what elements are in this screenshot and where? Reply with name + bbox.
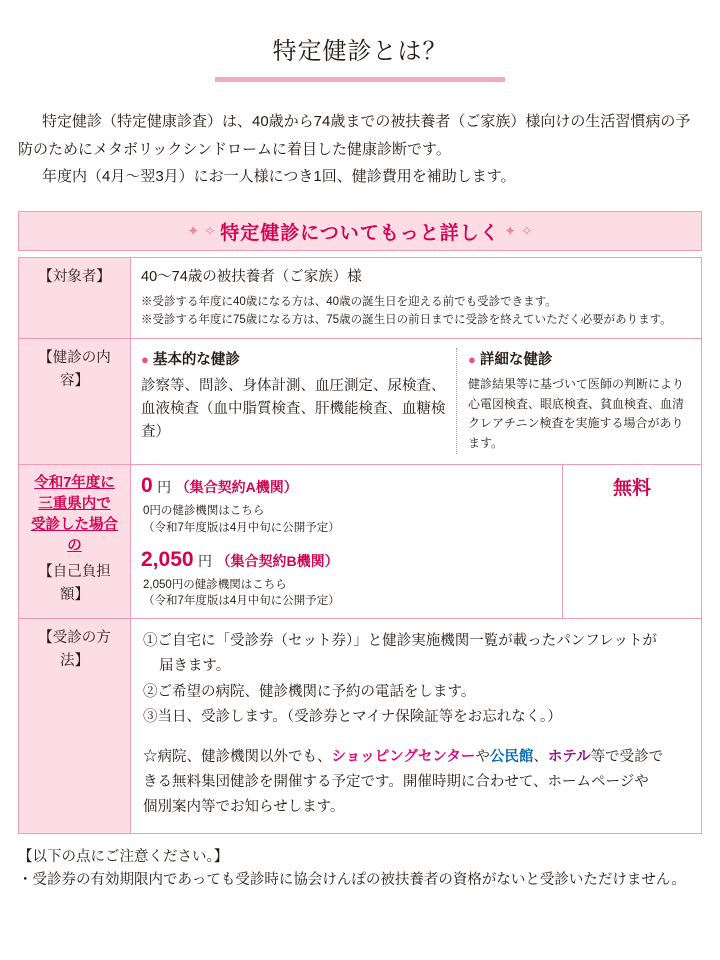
fee-b-yen: 円 (198, 552, 213, 569)
method-step-1-cont: 届きます。 (158, 658, 231, 675)
row-content-fee (131, 464, 702, 618)
method-star-text-4: 等で受診で (590, 748, 664, 765)
detailed-exam-heading: ● 詳細な健診 (468, 348, 693, 369)
fee-label-red-line3: 受診した場合の (31, 516, 118, 554)
contents-detailed-column (456, 348, 693, 454)
row-content-contents (131, 338, 702, 464)
fee-a-amount: 0 (141, 473, 153, 497)
lead-paragraphs (18, 108, 702, 191)
fee-b-sub-2: （令和7年度版は4月中旬に公開予定） (143, 595, 340, 608)
target-main-text: 40～74歳の被扶養者（ご家族）様 (141, 269, 362, 286)
section-banner (18, 211, 702, 251)
method-step-3: ③当日、受診します。（受診券とマイナ保険証等をお忘れなく。） (143, 709, 562, 726)
sparkle-left-icon: ✦ ✧ (186, 223, 217, 241)
table-row-method (19, 619, 702, 834)
method-highlight-hotel: ホテル (547, 748, 591, 765)
method-star-line-3: 個別案内等でお知らせします。 (143, 799, 345, 816)
fee-a-sub-2: （令和7年度版は4月中旬に公開予定） (143, 521, 340, 534)
basic-exam-heading: ● 基本的な健診 (141, 348, 446, 369)
method-spacer (143, 731, 691, 745)
fee-label-red-line1: 令和7年度に (34, 474, 115, 491)
row-label-contents: 【健診の内容】 (19, 338, 131, 464)
details-table (18, 257, 702, 834)
row-label-target: 【対象者】 (19, 258, 131, 339)
fee-spacer (141, 537, 552, 547)
fee-free-label: 無料 (612, 477, 651, 499)
fee-a-sub-1[interactable]: 0円の健診機関はこちら (143, 505, 265, 518)
lead-paragraph-2: 年度内（4月～翌3月）にお一人様につき1回、健診費用を補助します。 (42, 168, 516, 186)
method-star-text-3: 、 (533, 748, 548, 765)
fee-inner-table (131, 465, 701, 618)
fee-a-organization: （集合契約A機関） (175, 478, 298, 495)
basic-exam-body: 診察等、問診、身体計測、血圧測定、尿検査、血液検査（血中脂質検査、肝機能検査、血糖検査） (141, 377, 446, 441)
target-note-2: ※受診する年度に75歳になる方は、75歳の誕生日の前日までに受診を終えていただく必要があります。 (141, 314, 672, 327)
footer-line-1: 【以下の点にご注意ください。】 (18, 848, 229, 865)
fee-amounts-cell (131, 465, 563, 618)
method-step-2: ②ご希望の病院、健診機関に予約の電話をします。 (143, 683, 476, 700)
method-highlight-community-center: 公民館 (489, 748, 534, 765)
contents-split (141, 348, 693, 454)
fee-free-cell (563, 465, 702, 618)
title-underline-rule (215, 77, 505, 82)
footer-line-2: ・受診券の有効期限内であっても受診時に協会けんぽの被扶養者の資格がないと受診いただけません。 (18, 871, 686, 888)
target-note-1: ※受診する年度に40歳になる方は、40歳の誕生日を迎える前でも受診できます。 (141, 296, 557, 309)
fee-a-line (141, 473, 552, 499)
title-section (18, 0, 702, 82)
detailed-exam-body: 健診結果等に基づいて医師の判断により 心電図検査、眼底検査、貧血検査、血清クレアチニン検査を実施する場合があります。 (468, 376, 685, 451)
fee-b-organization: （集合契約B機関） (216, 552, 339, 569)
lead-paragraph-1: 特定健診（特定健康診査）は、40歳から74歳までの被扶養者（ご家族）様向けの生活習慣病の予防のためにメタボリックシンドロームに着目した健康診断です。 (18, 112, 691, 158)
row-content-target (131, 258, 702, 339)
row-label-fee (19, 464, 131, 618)
row-label-method: 【受診の方法】 (19, 619, 131, 834)
sparkle-right-icon: ✦ ✧ (503, 223, 534, 241)
fee-b-line (141, 547, 552, 573)
section-banner-title: 特定健診についてもっと詳しく (220, 222, 500, 244)
footer-notes (18, 846, 702, 892)
method-star-text-2: や (475, 748, 490, 765)
fee-b-sub-1[interactable]: 2,050円の健診機関はこちら (143, 578, 287, 591)
method-step-1: ①ご自宅に「受診券（セット券）」と健診実施機関一覧が載ったパンフレットが (143, 633, 658, 650)
table-row-fee (19, 464, 702, 618)
fee-label-red-line2: 三重県内で (38, 495, 111, 512)
page-title: 特定健診とは？ (272, 38, 448, 65)
fee-b-amount: 2,050 (141, 547, 194, 571)
fee-label-black: 【自己負担額】 (38, 563, 111, 604)
method-star-text-1: ☆病院、健診機関以外でも、 (143, 748, 332, 765)
table-row-target (19, 258, 702, 339)
method-star-line-1 (143, 745, 691, 770)
method-star-line-2: きる無料集団健診を開催する予定です。開催時期に合わせて、ホームページや (143, 773, 649, 790)
fee-a-yen: 円 (157, 478, 172, 495)
contents-basic-column (141, 348, 456, 454)
method-highlight-shopping-center: ショッピングセンター (331, 748, 476, 765)
table-row-contents (19, 338, 702, 464)
row-content-method (131, 619, 702, 834)
